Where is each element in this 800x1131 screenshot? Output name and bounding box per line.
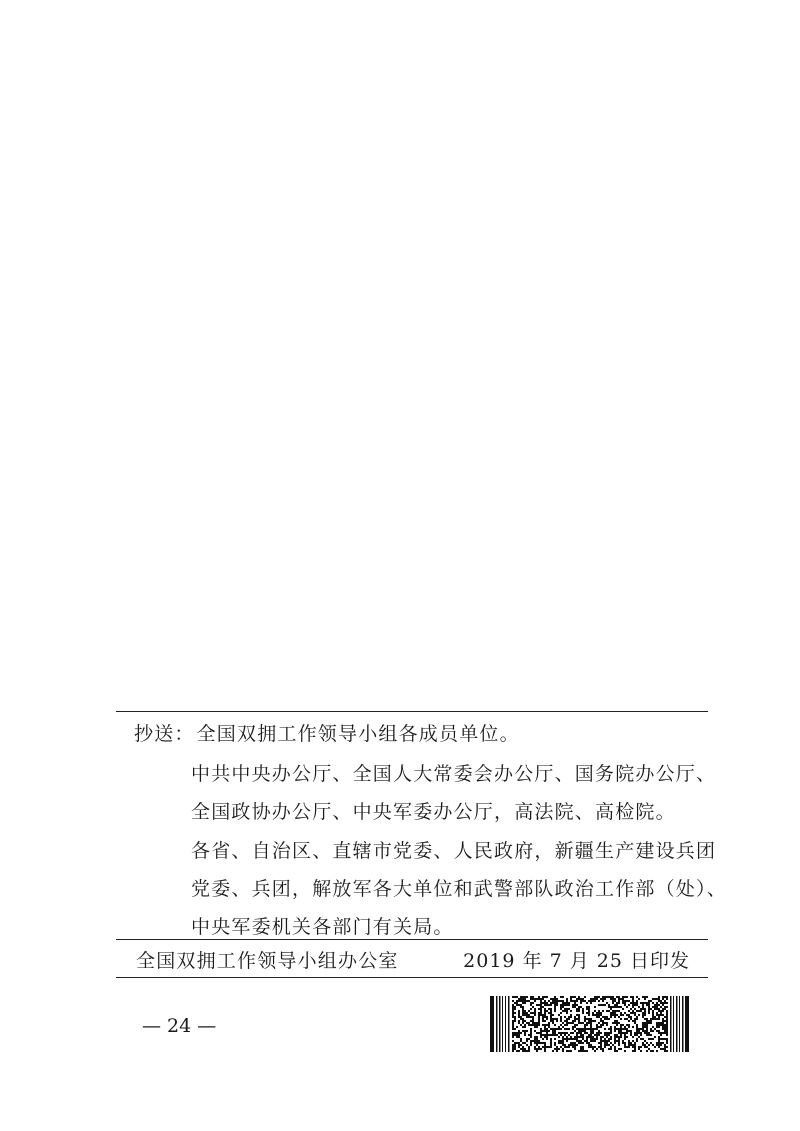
copy-to-label: 抄送： xyxy=(134,723,195,745)
copy-to-recipient: 党委、兵团，解放军各大单位和武警部队政治工作部（处）、 xyxy=(191,878,727,900)
copy-to-recipient: 全国双拥工作领导小组各成员单位。 xyxy=(196,723,520,745)
copy-to-recipient: 中央军委机关各部门有关局。 xyxy=(191,916,454,938)
issue-date: 2019 年 7 月 25 日印发 xyxy=(463,950,690,972)
copy-to-first-line xyxy=(134,719,520,746)
copy-to-recipient: 中共中央办公厅、全国人大常委会办公厅、国务院办公厅、 xyxy=(191,763,717,785)
2d-barcode-icon xyxy=(490,996,690,1052)
middle-rule xyxy=(116,939,708,940)
top-rule xyxy=(116,711,708,712)
issuing-office: 全国双拥工作领导小组办公室 xyxy=(136,950,399,972)
bottom-rule xyxy=(116,977,708,978)
page-number: — 24 — xyxy=(142,1015,217,1037)
copy-to-recipient: 各省、自治区、直辖市党委、人民政府，新疆生产建设兵团 xyxy=(191,840,717,862)
copy-to-recipient: 全国政协办公厅、中央军委办公厅，高法院、高检院。 xyxy=(191,801,676,823)
